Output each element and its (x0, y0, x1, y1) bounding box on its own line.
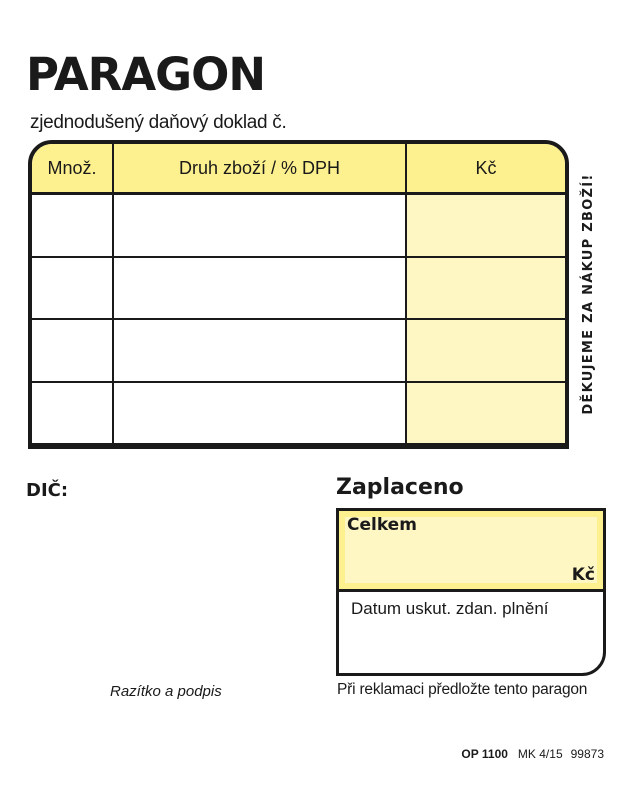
document-title: PARAGON (26, 48, 266, 101)
total-label: Celkem (347, 515, 417, 535)
column-header-price: Kč (405, 144, 565, 195)
paid-heading: Zaplaceno (336, 475, 464, 500)
price-cell[interactable] (405, 320, 565, 383)
items-table (28, 140, 569, 449)
goods-cell[interactable] (112, 383, 405, 446)
price-cell[interactable] (405, 195, 565, 258)
date-label: Datum uskut. zdan. plnění (351, 599, 549, 618)
price-cell[interactable] (405, 258, 565, 321)
thank-you-note: DĚKUJEME ZA NÁKUP ZBOŽÍ! (581, 173, 596, 415)
quantity-cell[interactable] (32, 320, 112, 383)
total-field[interactable] (339, 511, 603, 592)
table-row (32, 320, 565, 383)
quantity-cell[interactable] (32, 258, 112, 321)
quantity-cell[interactable] (32, 383, 112, 446)
table-row (32, 383, 565, 446)
tax-id-label: DIČ: (26, 480, 69, 501)
price-cell[interactable] (405, 383, 565, 446)
form-code: OP 1100 (461, 747, 508, 761)
table-row (32, 195, 565, 258)
goods-cell[interactable] (112, 258, 405, 321)
table-header-row (32, 144, 565, 195)
stamp-signature-label: Razítko a podpis (110, 683, 222, 700)
document-subtitle: zjednodušený daňový doklad č. (30, 112, 287, 133)
quantity-cell[interactable] (32, 195, 112, 258)
goods-cell[interactable] (112, 320, 405, 383)
column-header-quantity: Množ. (32, 144, 112, 195)
footer (461, 747, 604, 761)
form-version: MK 4/15 (517, 747, 563, 761)
table-row (32, 258, 565, 321)
payment-box (336, 508, 606, 676)
currency-label: Kč (571, 565, 595, 585)
complaint-note: Při reklamaci předložte tento paragon (337, 681, 588, 698)
goods-cell[interactable] (112, 195, 405, 258)
form-number: 99873 (570, 747, 604, 761)
column-header-goods-vat: Druh zboží / % DPH (112, 144, 405, 195)
